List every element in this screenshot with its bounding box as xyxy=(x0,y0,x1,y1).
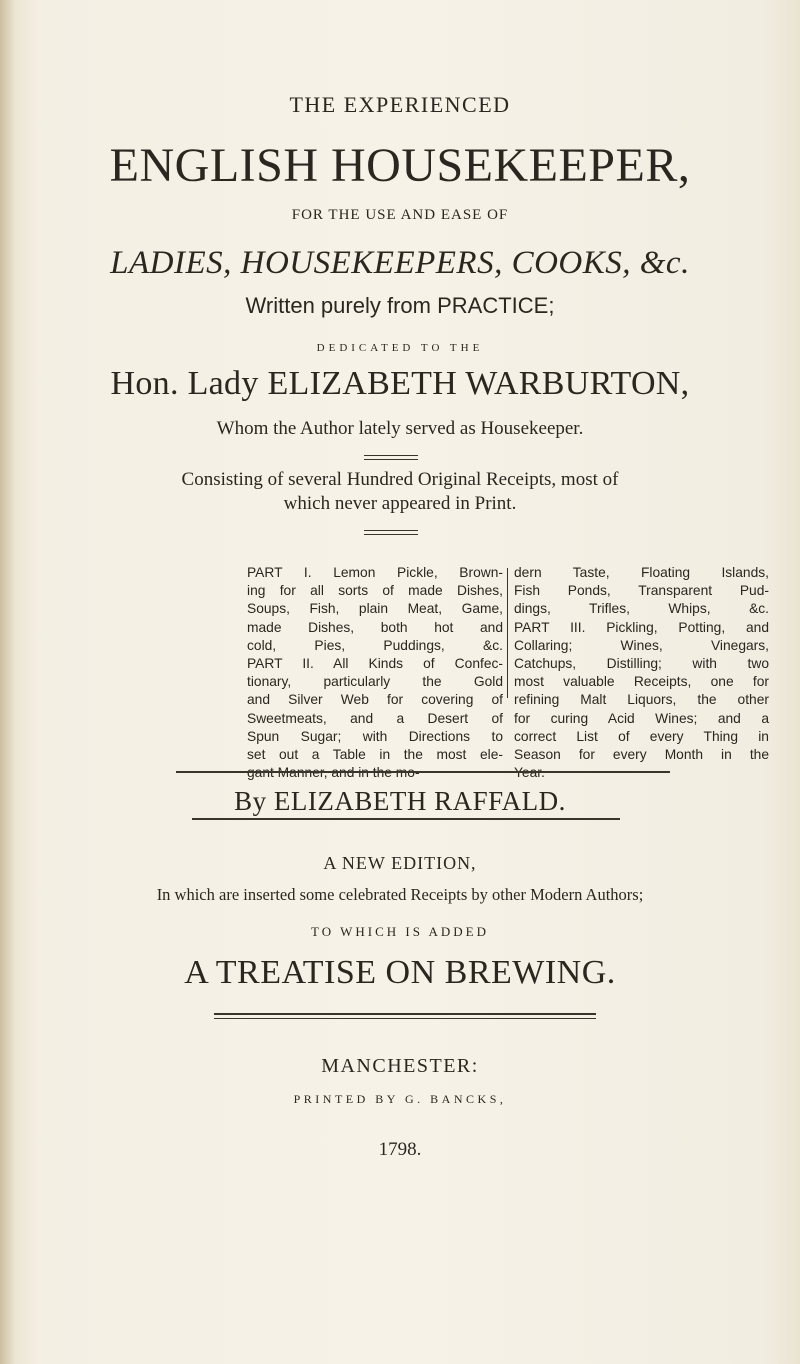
imprint-year: 1798. xyxy=(378,1139,422,1160)
contents-left-line: Soups, Fish, plain Meat, Game, xyxy=(247,601,503,617)
contents-right-column xyxy=(514,564,769,782)
short-rule-mid-b xyxy=(364,534,418,535)
inserted-line: In which are inserted some celebrated Receipts by other Modern Authors; xyxy=(156,885,644,904)
contents-left-line: cold, Pies, Puddings, &c. xyxy=(247,637,503,653)
author-line: By ELIZABETH RAFFALD. xyxy=(234,786,566,816)
contents-right-line: PART III. Pickling, Potting, and xyxy=(514,619,769,635)
edition-line: A NEW EDITION, xyxy=(323,853,477,873)
contents-left-line: PART II. All Kinds of Confec- xyxy=(247,656,503,672)
contents-left-line: Spun Sugar; with Directions to xyxy=(247,728,503,744)
contents-right-line: Fish Ponds, Transparent Pud- xyxy=(514,583,769,599)
contents-left-column xyxy=(247,564,503,782)
short-rule-mid xyxy=(364,530,418,531)
contents-right-line: for curing Acid Wines; and a xyxy=(514,710,769,726)
column-divider xyxy=(507,568,508,698)
contents-right-line: Season for every Month in the xyxy=(514,747,769,763)
contents-right-line: most valuable Receipts, one for xyxy=(514,674,769,690)
contents-left-line: tionary, particularly the Gold xyxy=(247,674,503,690)
imprint-printer: PRINTED BY G. BANCKS, xyxy=(293,1092,507,1106)
short-rule-top xyxy=(364,455,418,456)
audience-line: LADIES, HOUSEKEEPERS, COOKS, &c. xyxy=(110,245,690,281)
rule-double-b xyxy=(214,1018,596,1019)
rule-above-author xyxy=(176,771,670,773)
contents-right-line: dern Taste, Floating Islands, xyxy=(514,565,769,580)
contents-right-line: refining Malt Liquors, the other xyxy=(514,692,769,708)
contents-left-line: gant Manner, and in the mo- xyxy=(247,765,420,781)
dedicated-line: DEDICATED TO THE xyxy=(316,342,484,354)
consisting-block xyxy=(0,468,800,516)
contents-left-line: made Dishes, both hot and xyxy=(247,619,503,635)
short-rule-top-b xyxy=(364,459,418,460)
imprint-place: MANCHESTER: xyxy=(321,1055,479,1077)
rule-below-author xyxy=(192,818,620,820)
whom-line: Whom the Author lately served as Housekeeper. xyxy=(216,418,584,439)
contents-right-line: Catchups, Distilling; with two xyxy=(514,656,769,672)
main-title: ENGLISH HOUSEKEEPER, xyxy=(109,139,691,192)
subtitle-experienced: THE EXPERIENCED xyxy=(289,92,511,117)
contents-left-line: and Silver Web for covering of xyxy=(247,692,503,708)
contents-right-line: Collaring; Wines, Vinegars, xyxy=(514,637,769,653)
consisting-line-1: Consisting of several Hundred Original Receipts, most of xyxy=(181,469,619,490)
rule-double-a xyxy=(214,1013,596,1015)
contents-left-line: set out a Table in the most ele- xyxy=(247,747,503,763)
contents-left-line: Sweetmeats, and a Desert of xyxy=(247,710,503,726)
contents-right-line: dings, Trifles, Whips, &c. xyxy=(514,601,769,617)
to-which-line: TO WHICH IS ADDED xyxy=(311,924,489,939)
for-use-line: FOR THE USE AND EASE OF xyxy=(291,207,509,223)
consisting-line-2: which never appeared in Print. xyxy=(283,493,517,514)
contents-right-line: Year. xyxy=(514,765,545,781)
treatise-line: A TREATISE ON BREWING. xyxy=(184,954,616,991)
dedicatee-line: Hon. Lady ELIZABETH WARBURTON, xyxy=(110,365,690,402)
written-line: Written purely from PRACTICE; xyxy=(245,293,555,318)
contents-left-line: PART I. Lemon Pickle, Brown- xyxy=(247,565,503,580)
contents-right-line: correct List of every Thing in xyxy=(514,728,769,744)
contents-left-line: ing for all sorts of made Dishes, xyxy=(247,583,503,599)
